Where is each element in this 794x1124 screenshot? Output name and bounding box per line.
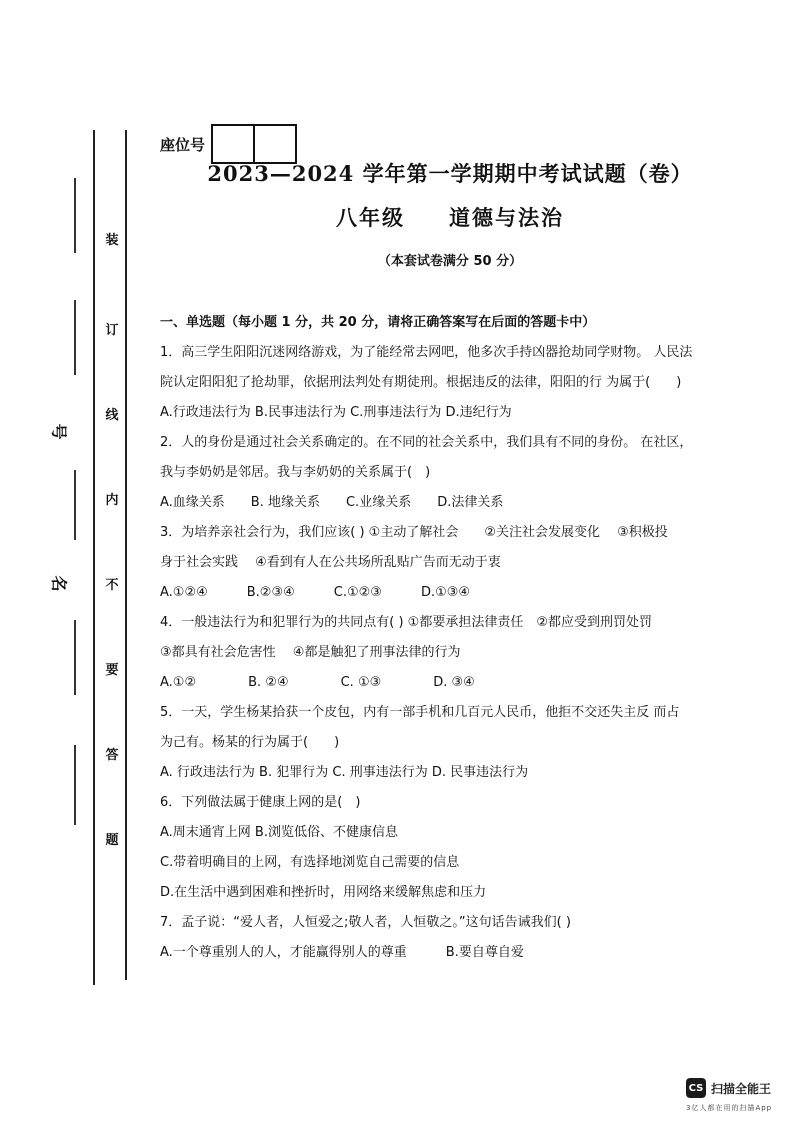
question-1-stem: 院认定阳阳犯了抢劫罪，依据刑法判处有期徒刑。根据违反的法律，阳阳的行 为属于( ) [160,375,682,390]
fill-line [74,178,76,253]
fill-line [74,620,76,695]
binding-char: 不 [103,578,121,594]
subject-label: 道德与法治 [449,205,564,230]
question-4-stem: 4．一般违法行为和犯罪行为的共同点有( ) ①都要承担法律责任 ②都应受到刑罚处罚 [160,615,652,630]
question-2-stem: 我与李奶奶是邻居。我与李奶奶的关系属于( ) [160,465,431,480]
binding-line-outer [93,130,95,985]
watermark-name: 扫描全能王 [711,1081,772,1096]
fill-line [74,300,76,375]
exam-subtitle [150,202,750,232]
question-2-options: A.血缘关系 B. 地缘关系 C.业缘关系 D.法律关系 [160,495,504,510]
binding-line-inner [125,130,127,980]
fill-line [74,470,76,540]
question-6-stem: 6．下列做法属于健康上网的是( ) [160,795,361,810]
question-7-stem: 7．孟子说：“爱人者，人恒爱之;敬人者，人恒敬之。”这句话告诫我们( ) [160,915,571,930]
question-6-option: A.周末通宵上网 B.浏览低俗、不健康信息 [160,825,398,840]
question-1-stem: 1．高三学生阳阳沉迷网络游戏，为了能经常去网吧，他多次手持凶器抢劫同学财物。 人民法 [160,345,693,360]
seat-label: 座位号 [160,135,206,154]
question-content [160,308,740,968]
question-4-options: A.①② B. ②④ C. ①③ D. ③④ [160,675,475,690]
binding-char: 订 [103,323,121,339]
question-1-options: A.行政违法行为 B.民事违法行为 C.刑事违法行为 D.违纪行为 [160,405,512,420]
score-note: （本套试卷满分 50 分） [377,254,523,269]
side-label-number: 号 [49,423,69,440]
fill-line [74,745,76,825]
question-6-option: D.在生活中遇到困难和挫折时，用网络来缓解焦虑和压力 [160,885,487,900]
camscanner-logo-icon: CS [686,1078,706,1098]
question-3-stem: 3．为培养亲社会行为，我们应该( ) ①主动了解社会 ②关注社会发展变化 ③积极投 [160,525,668,540]
side-label-name: 名 [49,575,69,592]
section-heading: 一、单选题（每小题 1 分，共 20 分，请将正确答案写在后面的答题卡中） [160,315,596,330]
question-5-stem: 为己有。杨某的行为属于( ) [160,735,340,750]
question-3-stem: 身于社会实践 ④看到有人在公共场所乱贴广告而无动于衷 [160,555,501,570]
binding-char: 题 [103,833,121,849]
scanner-watermark [686,1078,771,1098]
question-4-stem: ③都具有社会危害性 ④都是触犯了刑事法律的行为 [160,645,461,660]
question-5-stem: 5．一天，学生杨某拾获一个皮包，内有一部手机和几百元人民币，他拒不交还失主反 而占 [160,705,680,720]
exam-title: 2023—2024 学年第一学期期中考试试题（卷） [207,161,693,186]
binding-char: 内 [103,493,121,509]
question-2-stem: 2．人的身份是通过社会关系确定的。在不同的社会关系中，我们具有不同的身份。 在社区， [160,435,693,450]
question-3-options: A.①②④ B.②③④ C.①②③ D.①③④ [160,585,471,600]
question-7-options: A.一个尊重别人的人，才能赢得别人的尊重 B.要自尊自爱 [160,945,524,960]
grade-label: 八年级 [336,205,405,230]
binding-char: 要 [103,663,121,679]
binding-char: 答 [103,748,121,764]
binding-char: 装 [103,233,121,249]
watermark-tagline: 3亿人都在用的扫描App [686,1104,773,1112]
binding-char: 线 [103,408,121,424]
question-5-options: A. 行政违法行为 B. 犯罪行为 C. 刑事违法行为 D. 民事违法行为 [160,765,529,780]
question-6-option: C.带着明确目的上网，有选择地浏览自己需要的信息 [160,855,460,870]
